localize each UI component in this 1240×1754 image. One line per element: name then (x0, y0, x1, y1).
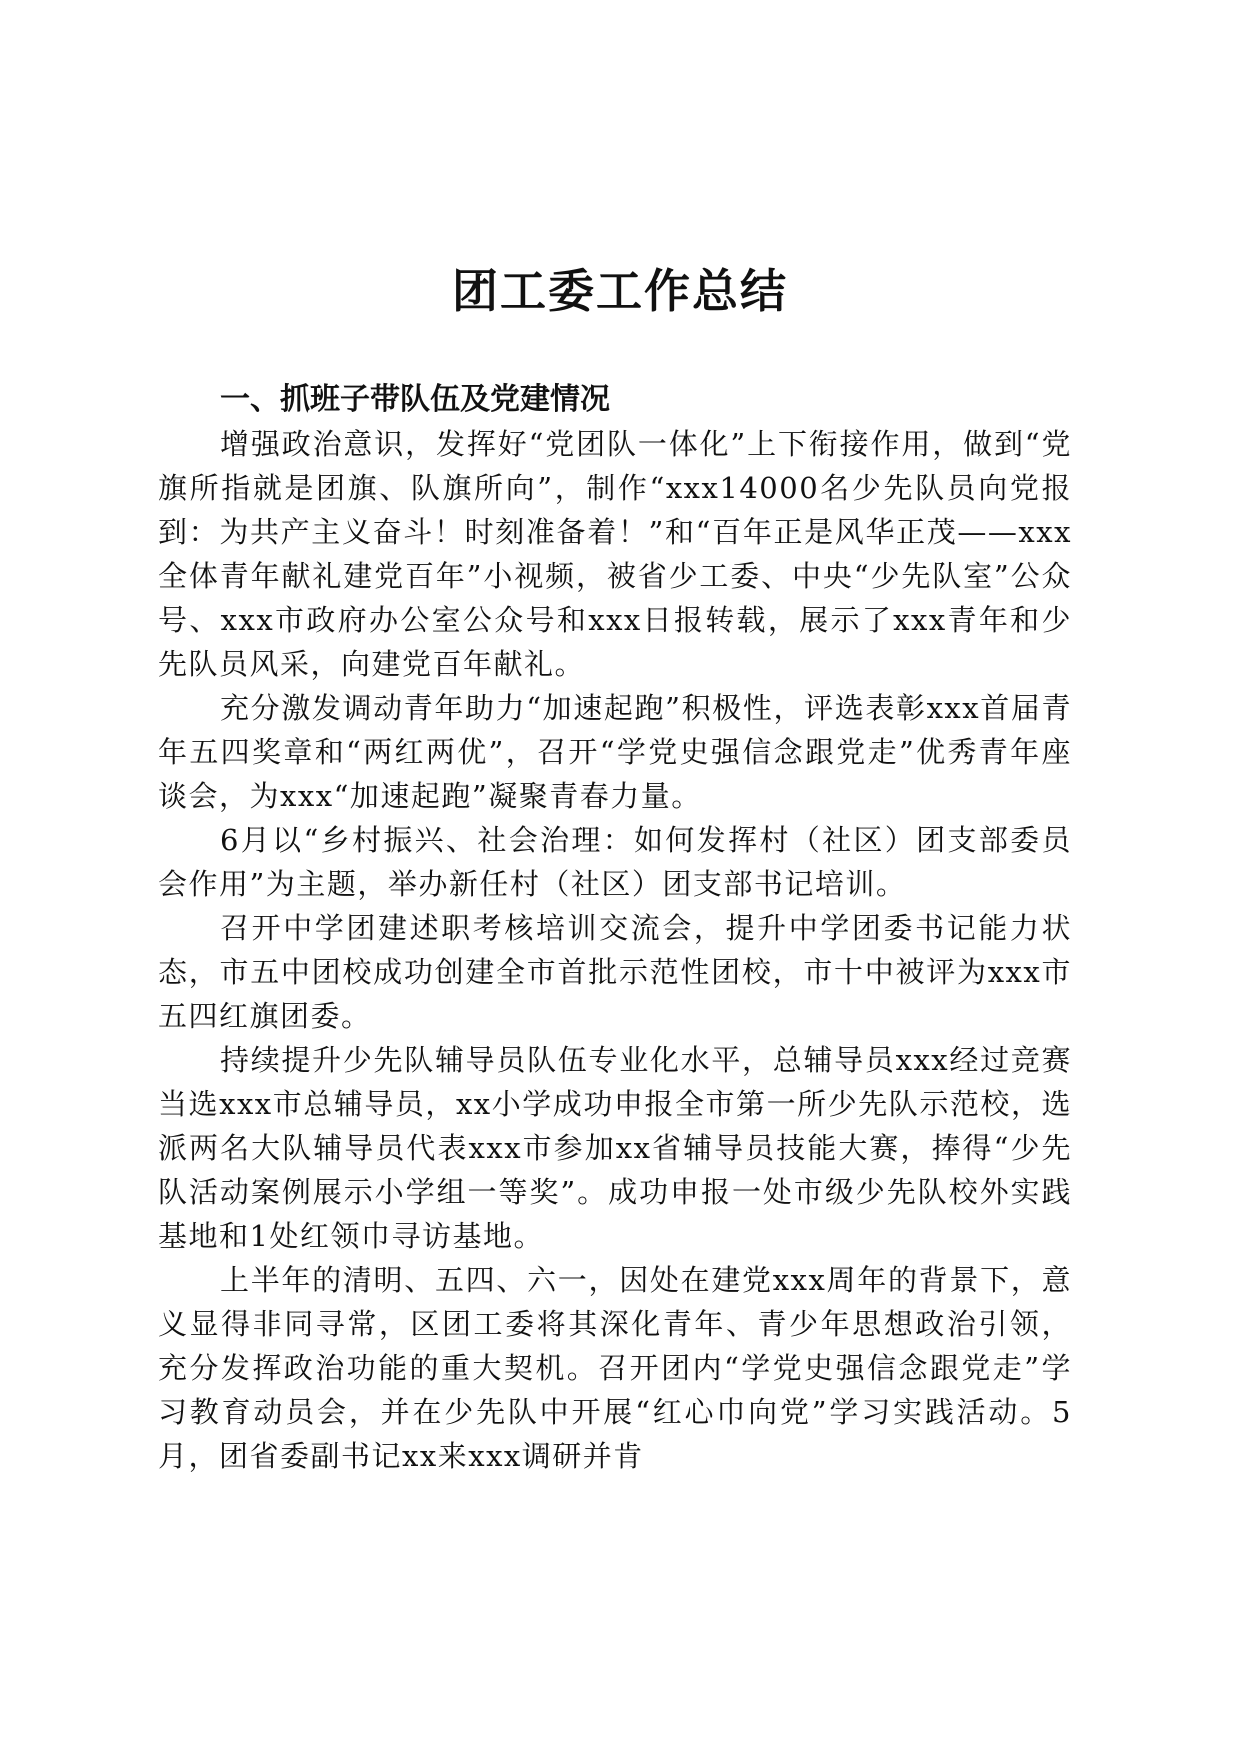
section-heading: 一、抓班子带队伍及党建情况 (220, 382, 610, 417)
paragraph-2: 充分激发调动青年助力“加速起跑”积极性，评选表彰xxx首届青年五四奖章和“两红两优”，召开“学党史强信念跟党走”优秀青年座谈会，为xxx“加速起跑”凝聚青春力量。 (158, 691, 1072, 813)
paragraph-6: 上半年的清明、五四、六一，因处在建党xxx周年的背景下，意义显得非同寻常，区团工委将其深化青年、青少年思想政治引领，充分发挥政治功能的重大契机。召开团内“学党史强信念跟党走”学习教育动员会，并在少先队中开展“红心巾向党”学习实践活动。5月，团省委副书记xx来xxx调研并肯 (158, 1263, 1072, 1473)
document-body (158, 378, 1072, 1478)
paragraph-5: 持续提升少先队辅导员队伍专业化水平，总辅导员xxx经过竞赛当选xxx市总辅导员，xx小学成功申报全市第一所少先队示范校，选派两名大队辅导员代表xxx市参加xx省辅导员技能大赛，捧得“少先队活动案例展示小学组一等奖”。成功申报一处市级少先队校外实践基地和1处红领巾寻访基地。 (158, 1043, 1072, 1253)
paragraph-1: 增强政治意识，发挥好“党团队一体化”上下衔接作用，做到“党旗所指就是团旗、队旗所向”，制作“xxx14000名少先队员向党报到：为共产主义奋斗！时刻准备着！”和“百年正是风华正茂——xxx全体青年献礼建党百年”小视频，被省少工委、中央“少先队室”公众号、xxx市政府办公室公众号和xxx日报转载，展示了xxx青年和少先队员风采，向建党百年献礼。 (158, 427, 1072, 681)
document-title: 团工委工作总结 (452, 264, 788, 318)
paragraph-4: 召开中学团建述职考核培训交流会，提升中学团委书记能力状态，市五中团校成功创建全市首批示范性团校，市十中被评为xxx市五四红旗团委。 (158, 911, 1072, 1033)
paragraph-3: 6月以“乡村振兴、社会治理：如何发挥村（社区）团支部委员会作用”为主题，举办新任村（社区）团支部书记培训。 (158, 823, 1072, 901)
